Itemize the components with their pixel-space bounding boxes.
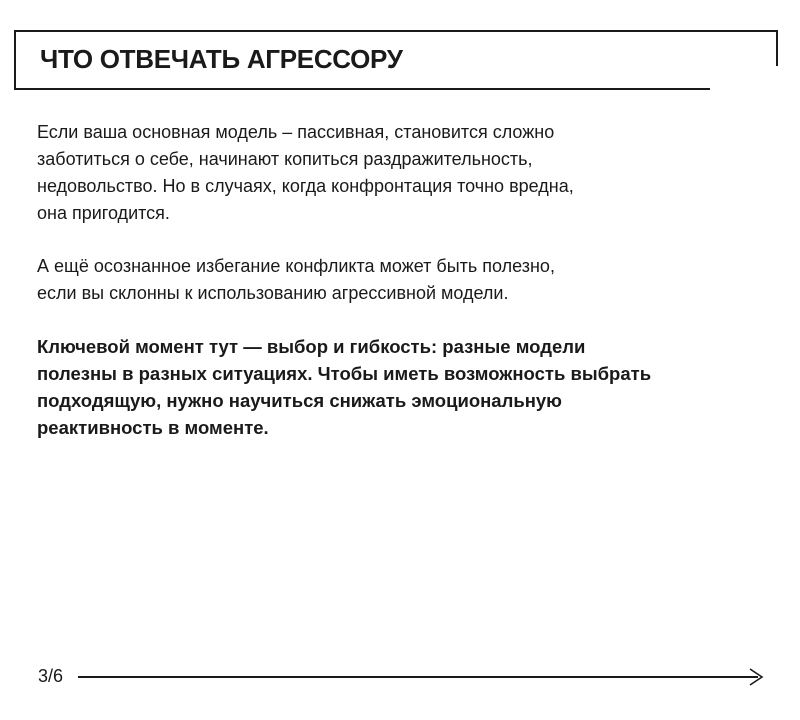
text-line: реактивность в моменте. — [37, 417, 269, 438]
text-line: подходящую, нужно научиться снижать эмоциональную — [37, 390, 562, 411]
title-frame-top-border — [14, 30, 778, 32]
paragraph-passive-model — [37, 119, 777, 227]
page-indicator: 3/6 — [38, 666, 64, 686]
paragraph-avoidance — [37, 253, 777, 307]
text-line: заботиться о себе, начинают копиться раздражительность, — [37, 149, 533, 169]
text-line: Ключевой момент тут — выбор и гибкость: разные модели — [37, 336, 586, 357]
text-line: если вы склонны к использованию агрессивной модели. — [37, 283, 509, 303]
text-line: она пригодится. — [37, 203, 170, 223]
title-frame-left-border — [14, 30, 16, 90]
body-text — [37, 119, 777, 467]
text-line: Если ваша основная модель – пассивная, становится сложно — [37, 122, 555, 142]
page-title: ЧТО ОТВЕЧАТЬ АГРЕССОРУ — [40, 44, 403, 74]
title-frame-right-border — [776, 30, 778, 66]
text-line: недовольство. Но в случаях, когда конфронтация точно вредна, — [37, 176, 574, 196]
arrow-right-icon[interactable] — [748, 668, 764, 686]
title-frame-bottom-border — [14, 88, 710, 90]
paragraph-key-point — [37, 333, 777, 441]
next-arrow-line — [78, 676, 758, 678]
text-line: полезны в разных ситуациях. Чтобы иметь возможность выбрать — [37, 363, 652, 384]
text-line: А ещё осознанное избегание конфликта может быть полезно, — [37, 256, 555, 276]
